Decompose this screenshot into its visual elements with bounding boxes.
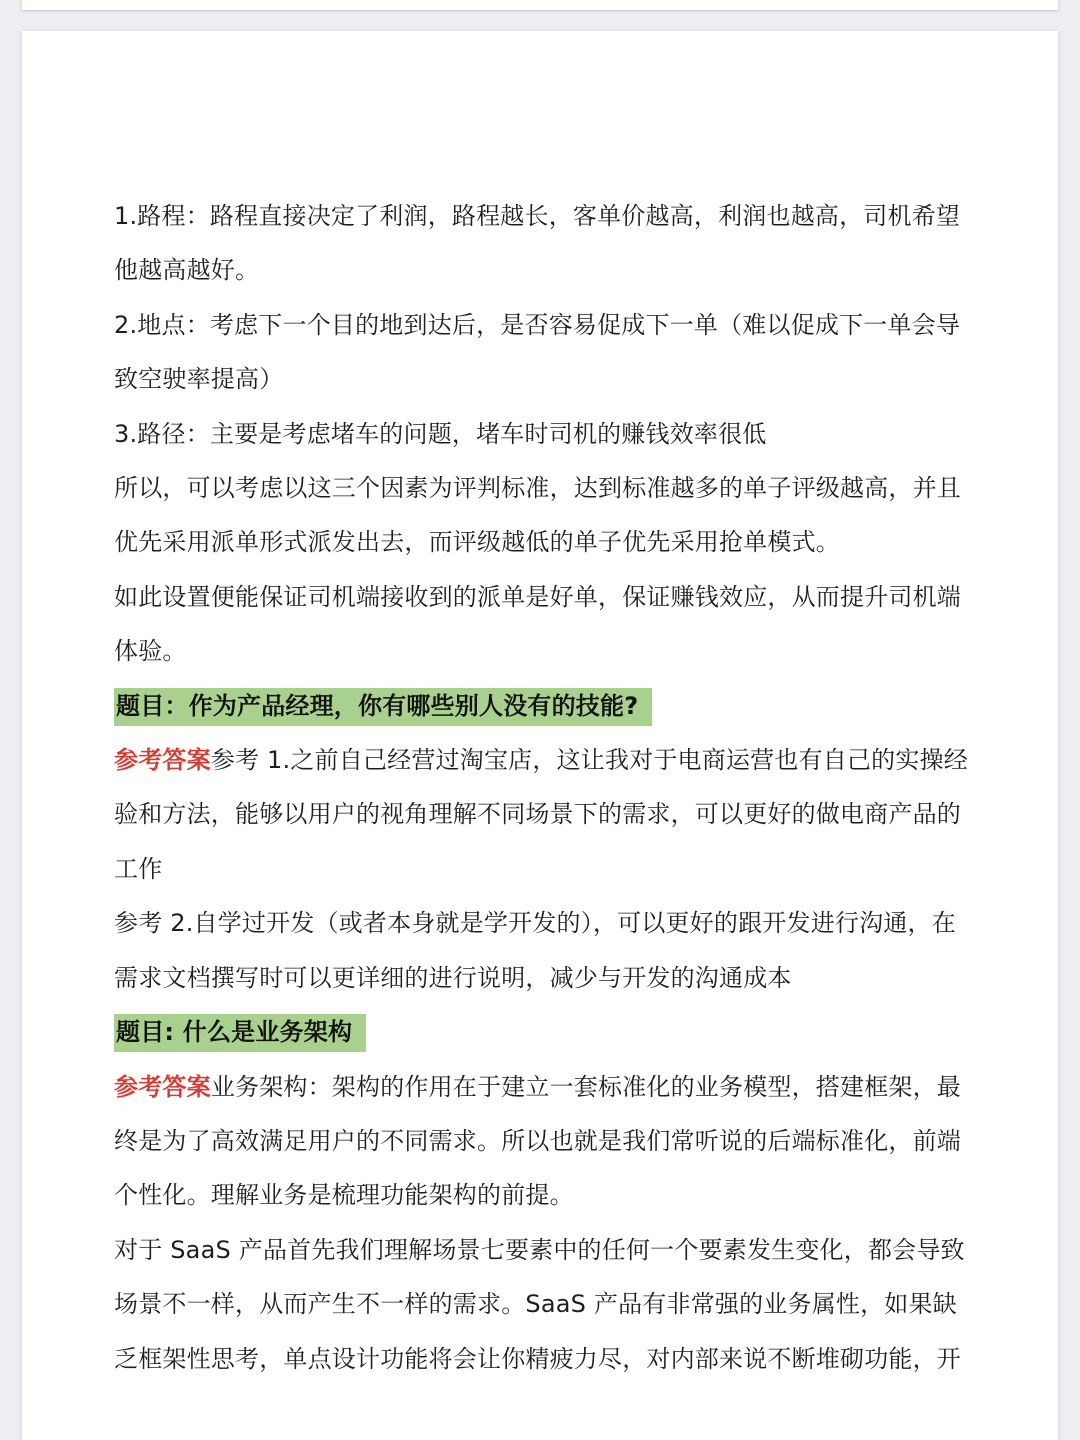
paragraph-route: 1.路程：路程直接决定了利润，路程越长，客单价越高，利润也越高，司机希望他越高越好。 (114, 202, 961, 285)
paragraph-location: 2.地点：考虑下一个目的地到达后，是否容易促成下一单（难以促成下一单会导致空驶率提高） (114, 310, 961, 394)
question-title-highlight-2: 题目: 什么是业务架构 (114, 1014, 366, 1052)
answer-paragraph-2: 参考 2.自学过开发（或者本身就是学开发的），可以更好的跟开发进行沟通，在需求文档撰写时可以更详细的进行说明，减少与开发的沟通成本 (114, 909, 956, 992)
answer-label: 参考答案 (114, 746, 211, 775)
answer-paragraph-3 (114, 1060, 974, 1223)
answer-label-2: 参考答案 (114, 1072, 211, 1101)
document-body (114, 189, 974, 1386)
answer-paragraph (114, 733, 974, 896)
question-heading (114, 679, 974, 733)
answer-paragraph-4: 对于 SaaS 产品首先我们理解场景七要素中的任何一个要素发生变化，都会导致场景不一样，从而产生不一样的需求。SaaS 产品有非常强的业务属性，如果缺乏框架性思考，单点设计功能将会让你精疲力尽，对内部来说不断堆砌功能，开 (114, 1235, 965, 1373)
paragraph-path: 3.路径：主要是考虑堵车的问题，堵车时司机的赚钱效率很低 (114, 419, 767, 448)
paragraph-summary: 如此设置便能保证司机端接收到的派单是好单，保证赚钱效应，从而提升司机端体验。 (114, 582, 961, 666)
previous-page-edge (22, 0, 1058, 10)
paragraph-conclusion: 所以，可以考虑以这三个因素为评判标准，达到标准越多的单子评级越高，并且优先采用派单形式派发出去，而评级越低的单子优先采用抢单模式。 (114, 474, 961, 557)
question-title-highlight: 题目：作为产品经理，你有哪些别人没有的技能? (114, 688, 652, 726)
answer-text-3: 业务架构：架构的作用在于建立一套标准化的业务模型，搭建框架，最终是为了高效满足用户的不同需求。所以也就是我们常听说的后端标准化，前端个性化。理解业务是梳理功能架构的前提。 (114, 1072, 962, 1210)
question-heading-2 (114, 1005, 974, 1059)
document-page (22, 31, 1058, 1440)
answer-text: 参考 1.之前自己经营过淘宝店，这让我对于电商运营也有自己的实操经验和方法，能够以用户的视角理解不同场景下的需求，可以更好的做电商产品的工作 (114, 746, 968, 883)
